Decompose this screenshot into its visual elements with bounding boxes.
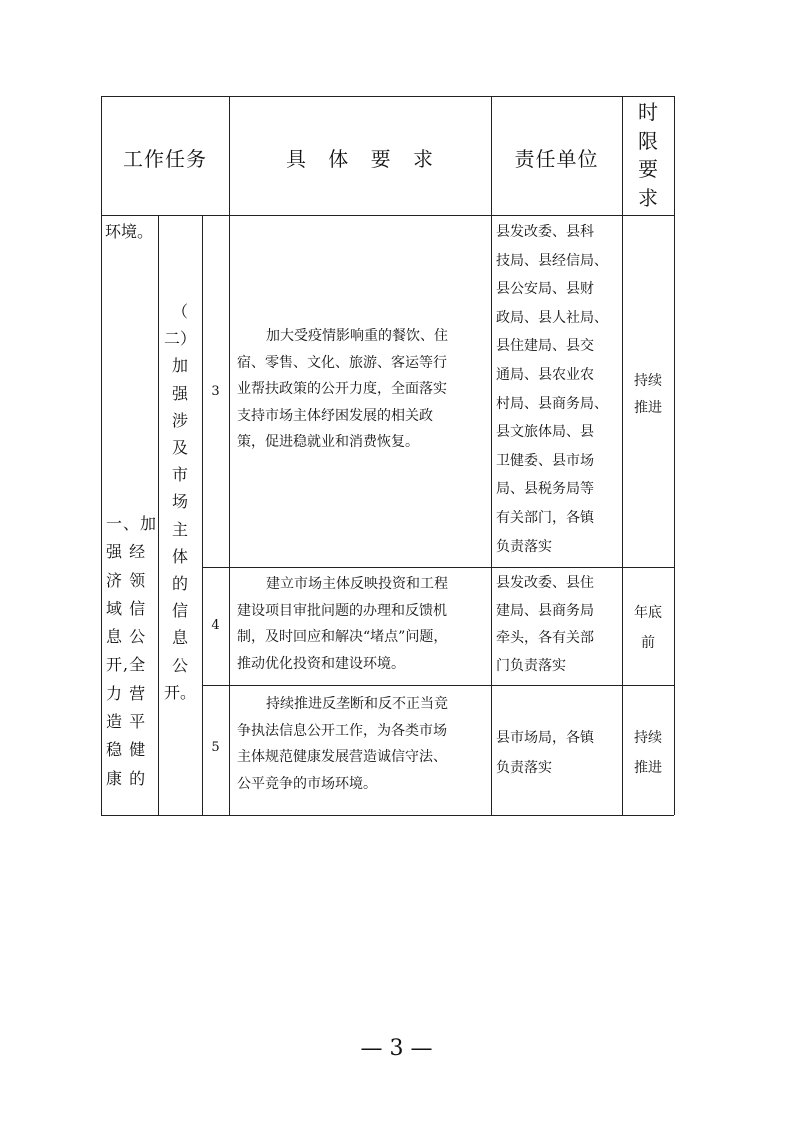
header-bottom-border <box>101 215 674 216</box>
subtask-char: 的 <box>171 574 188 594</box>
page-number: — 3 — <box>360 1036 433 1061</box>
header-requirement: 具 体 要 求 <box>285 147 435 171</box>
subtask-char: 主 <box>171 519 188 539</box>
row-number: 5 <box>211 740 220 755</box>
task-category-line: 康 的 <box>106 768 147 788</box>
row-requirement <box>237 691 487 797</box>
requirement-line: 加大受疫情影响重的餐饮、住 <box>266 328 448 344</box>
header-deadline <box>622 98 674 212</box>
subtask-char: 场 <box>171 492 188 512</box>
unit-line: 负责落实 <box>496 760 552 776</box>
task-category-line: 稳 健 <box>106 740 147 760</box>
requirement-line: 支持市场主体纾困发展的相关政 <box>237 407 433 424</box>
header-deadline-char: 求 <box>638 185 658 210</box>
header-deadline-char: 限 <box>638 128 658 153</box>
unit-line: 县发改委、县科 <box>496 224 594 240</box>
task-category-top: 环境。 <box>105 222 154 241</box>
row-deadline <box>622 598 674 658</box>
unit-line: 县市场局，各镇 <box>496 730 594 746</box>
header-unit: 责任单位 <box>514 147 599 171</box>
row-requirement <box>237 571 487 677</box>
subtask-char: 体 <box>171 546 188 566</box>
unit-line: 建局、县商务局 <box>496 602 594 619</box>
table-right-border <box>674 96 675 815</box>
subtask-char: 二） <box>163 329 196 349</box>
unit-line: 通局、县农业农 <box>496 366 594 383</box>
number-col-right-border <box>229 96 230 815</box>
unit-line: 县发改委、县住 <box>496 575 594 591</box>
row-unit <box>496 218 622 561</box>
task-category-text <box>106 510 158 793</box>
deadline-line: 年底 <box>634 605 662 621</box>
requirement-line: 主体规范健康发展营造诚信守法、 <box>237 749 447 765</box>
unit-line: 政局、县人社局、 <box>496 309 608 326</box>
unit-line: 县文旅体局、县 <box>496 424 594 441</box>
unit-line: 局、县税务局等 <box>496 481 594 498</box>
task-category-line: 域 信 <box>106 598 147 618</box>
row-3-bottom-border <box>202 567 674 568</box>
deadline-line: 推进 <box>634 400 662 416</box>
subtask-char: 息 <box>171 628 188 648</box>
requirement-line: 建立市场主体反映投资和工程 <box>266 576 448 592</box>
task-category-line: 强 经 <box>106 542 147 562</box>
deadline-line: 持续 <box>634 730 662 746</box>
unit-line: 牵头，各有关部 <box>496 630 594 646</box>
subtask-char: 及 <box>171 438 188 458</box>
subtask-char: 市 <box>171 465 188 485</box>
task-category-line: 开,全 <box>106 655 147 675</box>
task-category-line: 一、加 <box>106 514 158 533</box>
requirement-line: 宿、零售、文化、旅游、客运等行 <box>237 354 447 371</box>
requirement-line: 业帮扶政策的公开力度，全面落实 <box>237 381 447 397</box>
row-deadline <box>622 368 674 422</box>
requirement-line: 推动优化投资和建设环境。 <box>237 655 405 672</box>
row-requirement <box>237 323 487 456</box>
table-left-border <box>101 96 102 815</box>
unit-line: 卫健委、县市场 <box>496 452 594 469</box>
col2-right-border <box>202 215 203 815</box>
unit-line: 门负责落实 <box>496 657 566 674</box>
requirement-line: 争执法信息公开工作，为各类市场 <box>237 722 447 739</box>
subtask-char: 加 <box>171 356 188 376</box>
unit-line: 县公安局、县财 <box>496 281 594 298</box>
subtask-char: （ <box>171 302 188 321</box>
requirement-line: 持续推进反垄断和反不正当竞 <box>266 696 448 712</box>
subtask-text <box>159 298 201 706</box>
table-bottom-border <box>101 815 674 816</box>
row-number: 4 <box>211 618 220 633</box>
deadline-line: 前 <box>641 635 655 651</box>
header-deadline-char: 时 <box>638 100 658 124</box>
subtask-char: 开。 <box>163 682 196 702</box>
table-top-border <box>101 96 674 97</box>
deadline-line: 推进 <box>634 760 662 776</box>
row-4-bottom-border <box>202 685 674 686</box>
unit-line: 有关部门，各镇 <box>496 509 594 526</box>
requirement-line: 建设项目审批问题的办理和反馈机 <box>237 602 447 619</box>
subtask-char: 涉 <box>171 410 188 430</box>
header-task: 工作任务 <box>123 147 207 171</box>
requirement-line: 策，促进稳就业和消费恢复。 <box>237 434 419 450</box>
task-category-line: 息 公 <box>106 627 147 647</box>
row-unit <box>496 570 622 680</box>
row-unit <box>496 723 622 783</box>
requirement-col-right-border <box>491 96 492 815</box>
unit-line: 技局、县经信局、 <box>496 252 608 269</box>
task-category-line: 力 营 <box>106 683 147 703</box>
subtask-char: 强 <box>171 383 188 403</box>
unit-line: 负责落实 <box>496 538 552 555</box>
unit-line: 村局、县商务局、 <box>496 395 608 412</box>
requirement-line: 制，及时回应和解决“堵点”问题， <box>237 629 448 645</box>
row-deadline <box>622 723 674 783</box>
task-category-line: 造 平 <box>106 712 147 732</box>
row-number: 3 <box>211 384 220 399</box>
unit-line: 县住建局、县交 <box>496 338 594 355</box>
deadline-line: 持续 <box>634 373 662 389</box>
subtask-char: 信 <box>171 601 188 621</box>
subtask-char: 公 <box>171 655 188 675</box>
header-deadline-char: 要 <box>638 157 658 181</box>
requirement-line: 公平竞争的市场环境。 <box>237 775 377 792</box>
task-category-line: 济 领 <box>106 570 147 590</box>
